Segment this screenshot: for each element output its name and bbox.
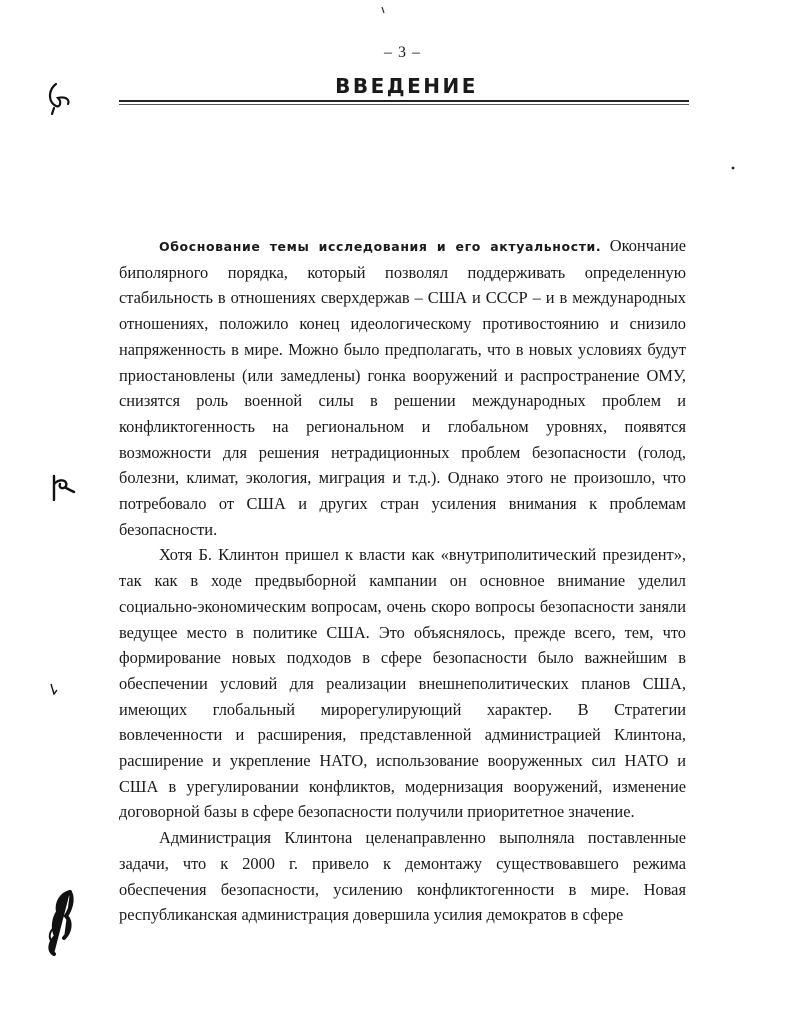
paragraph-2: Хотя Б. Клинтон пришел к власти как «внутриполитический президент», так как в ходе предвыборной кампании он основное внимание уделил социально-экономическим вопросам, очень скоро вопросы безопасности заняли ведущее место в политике США. Это объяснялось, прежде всего, тем, что формирование новых подходов в сфере безопасности было важнейшим в обеспечении условий для реализации внешнеполитических планов США, имеющих глобальный мирорегулирующий характер. В Стратегии вовлеченности и расширения, представленной администрацией Клинтона, расширение и укрепление НАТО, использование вооруженных сил НАТО и США в урегулировании конфликтов, модернизация вооружений, изменение договорной базы в сфере безопасности получили приоритетное значение.: [119, 545, 686, 822]
margin-handwritten-mark: [48, 682, 60, 698]
paragraph-1: [119, 233, 686, 542]
scan-speck: [730, 164, 736, 172]
margin-handwritten-mark: [46, 472, 82, 504]
margin-handwritten-mark: [40, 888, 86, 958]
scan-speck: [380, 6, 386, 14]
paragraph-1-text: Окончание биполярного порядка, который позволял поддерживать определенную стабильность в отношениях сверхдержав – США и СССР – и в международных отношениях, положило конец идеологическому противостоянию и снизило напряженность в мире. Можно было предполагать, что в новых условиях будут приостановлены (или замедлены) гонка вооружений и распространение ОМУ, снизятся роль военной силы в решении международных проблем и конфликтогенность на региональном и глобальном уровнях, появятся возможности для решения нетрадиционных проблем безопасности (голод, болезни, климат, экология, миграция и т.д.). Однако этого не произошло, что потребовало от США и других стран усиления внимания к проблемам безопасности.: [119, 236, 687, 539]
body-text: [119, 233, 686, 928]
title-underline-thin: [119, 104, 689, 105]
paragraph-3: Администрация Клинтона целенаправленно выполняла поставленные задачи, что к 2000 г. привело к демонтажу существовавшего режима обеспечения безопасности, усилению конфликтогенности в мире. Новая республиканская администрация довершила усилия демократов в сфере: [119, 828, 686, 925]
title-underline: [119, 100, 689, 102]
page-number: – 3 –: [384, 44, 421, 61]
margin-handwritten-mark: [42, 80, 82, 116]
page-title: ВВЕДЕНИЕ: [335, 74, 478, 98]
section-lead-heading: Обоснование темы исследования и его актуальности.: [159, 239, 602, 254]
